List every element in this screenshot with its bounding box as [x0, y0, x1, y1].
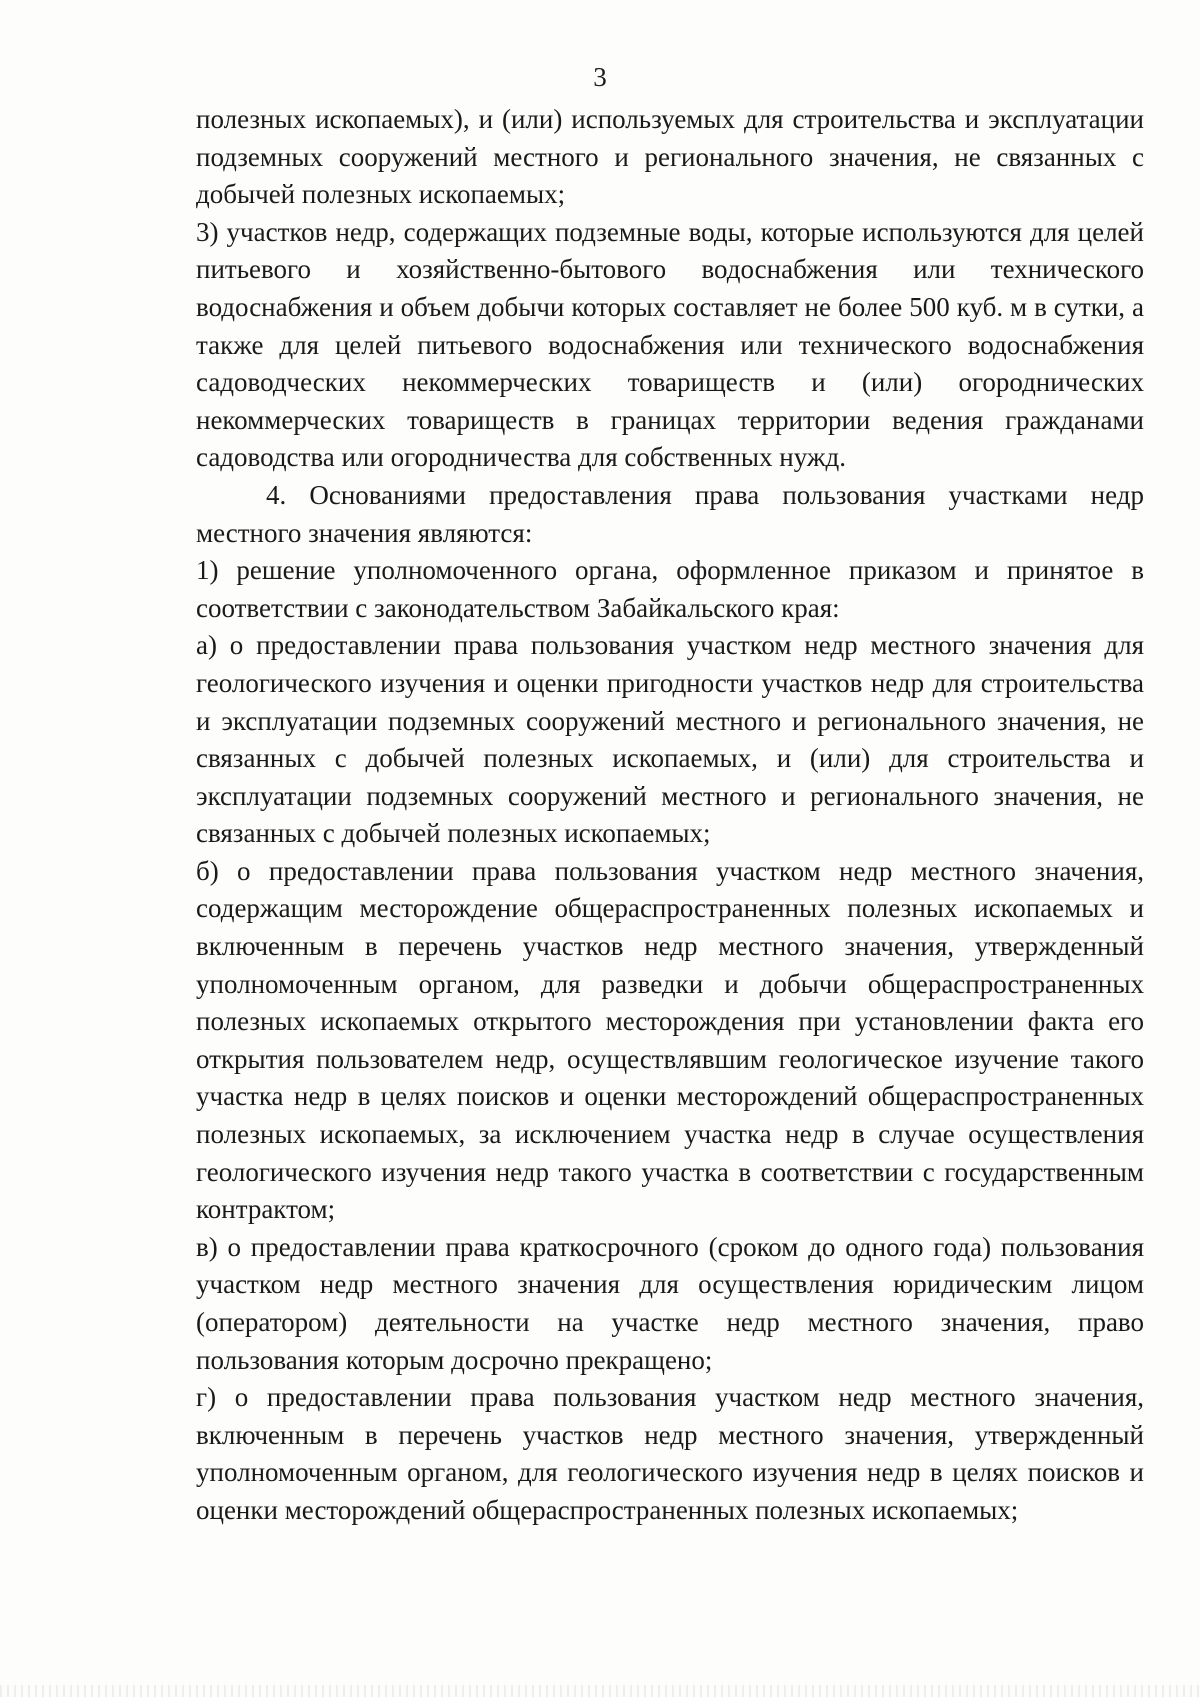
page-number: 3 — [593, 62, 607, 92]
paragraph-item-3: 3) участков недр, содержащих подземные воды, которые используются для целей питьевого и хозяйственно-бытового водоснабжения или технического водоснабжения и объем добычи которых составляет не более 500 куб. м в сутки, а также для целей питьевого водоснабжения или технического водоснабжения садоводческих некоммерческих товариществ и (или) огороднических некоммерческих товариществ в границах территории ведения гражданами садоводства или огородничества для собственных нужд. — [196, 216, 1144, 473]
paragraph-subitem-g: г) о предоставлении права пользования участком недр местного значения, включенным в перечень участков недр местного значения, утвержденный уполномоченным органом, для геологического изучения недр в целях поисков и оценки месторождений общераспространенных полезных ископаемых; — [196, 1382, 1144, 1525]
paragraph-item-1: 1) решение уполномоченного органа, оформленное приказом и принятое в соответствии с законодательством Забайкальского края: — [196, 555, 1144, 623]
paragraph-subitem-b: б) о предоставлении права пользования участком недр местного значения, содержащим месторождение общераспространенных полезных ископаемых и включенным в перечень участков недр местного значения, утвержденный уполномоченным органом, для разведки и добычи общераспространенных полезных ископаемых открытого месторождения при установлении факта его открытия пользователем недр, осуществлявшим геологическое изучение такого участка недр в целях поисков и оценки месторождений общераспространенных полезных ископаемых, за исключением участка недр в случае осуществления геологического изучения недр такого участка в соответствии с государственным контрактом; — [196, 855, 1144, 1225]
paragraph-section-4: 4. Основаниями предоставления права пользования участками недр местного значения являются: — [196, 479, 1144, 548]
paragraph-continuation: полезных ископаемых), и (или) используемых для строительства и эксплуатации подземных сооружений местного и регионального значения, не связанных с добычей полезных ископаемых; — [196, 104, 1144, 210]
paragraph-subitem-v: в) о предоставлении права краткосрочного (сроком до одного года) пользования участком недр местного значения для осуществления юридическим лицом (оператором) деятельности на участке недр местного значения, право пользования которым досрочно прекращено; — [196, 1231, 1144, 1375]
document-body — [196, 101, 1144, 1530]
paragraph-subitem-a: а) о предоставлении права пользования участком недр местного значения для геологического изучения и оценки пригодности участков недр для строительства и эксплуатации подземных сооружений местного и регионального значения, не связанных с добычей полезных ископаемых, и (или) для строительства и эксплуатации подземных сооружений местного и регионального значения, не связанных с добычей полезных ископаемых; — [196, 630, 1144, 849]
scan-edge-artifact — [0, 1685, 1200, 1697]
